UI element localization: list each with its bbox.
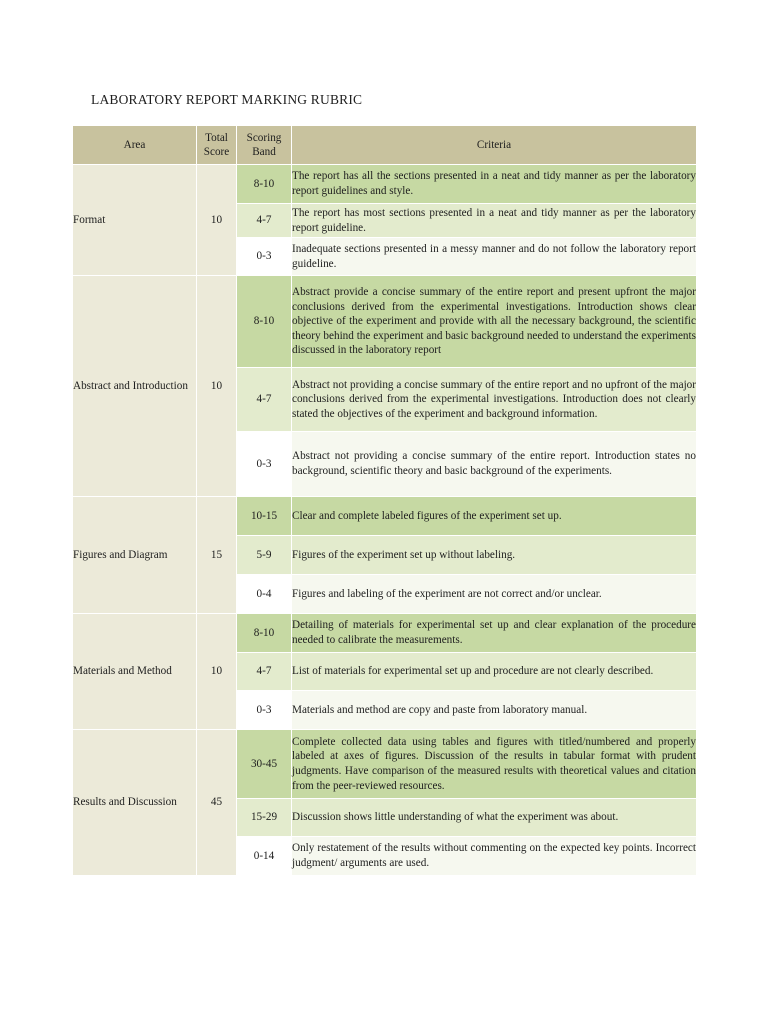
criteria-text: Clear and complete labeled figures of the experiment set up. — [292, 497, 697, 536]
scoring-band: 4-7 — [237, 653, 292, 691]
total-score: 10 — [197, 276, 237, 497]
criteria-text: Abstract not providing a concise summary of the entire report and no upfront of the major conclusions derived from the experimental investigations. Introduction does not clearly stated the objectives of the experiment and background information. — [292, 368, 697, 432]
area-figures-diagram: Figures and Diagram — [73, 497, 197, 614]
criteria-text: Detailing of materials for experimental set up and clear explanation of the procedure needed to calibrate the measurements. — [292, 614, 697, 653]
scoring-band: 4-7 — [237, 368, 292, 432]
criteria-text: Abstract provide a concise summary of the entire report and present upfront the major conclusions derived from the experimental investigations. Introduction shows clear objective of the experiment and provide with all the necessary background, the scientific theory behind the experiment and basic background needed to understand the experiments discussed in the laboratory report — [292, 276, 697, 368]
area-results-discussion: Results and Discussion — [73, 730, 197, 876]
table-row — [73, 276, 697, 368]
criteria-text: Inadequate sections presented in a messy manner and do not follow the laboratory report guideline. — [292, 238, 697, 276]
criteria-text: Figures and labeling of the experiment are not correct and/or unclear. — [292, 575, 697, 614]
scoring-band: 8-10 — [237, 614, 292, 653]
scoring-band: 0-4 — [237, 575, 292, 614]
rubric-table — [72, 125, 697, 876]
scoring-band: 8-10 — [237, 165, 292, 204]
scoring-band: 0-3 — [237, 432, 292, 497]
document-title: LABORATORY REPORT MARKING RUBRIC — [91, 92, 363, 107]
area-abstract-introduction: Abstract and Introduction — [73, 276, 197, 497]
table-row — [73, 614, 697, 653]
total-score: 10 — [197, 165, 237, 276]
scoring-band: 0-14 — [237, 837, 292, 876]
area-materials-method: Materials and Method — [73, 614, 197, 730]
scoring-band: 10-15 — [237, 497, 292, 536]
criteria-text: List of materials for experimental set up and procedure are not clearly described. — [292, 653, 697, 691]
table-row — [73, 165, 697, 204]
criteria-text: Only restatement of the results without commenting on the expected key points. Incorrect judgment/ arguments are used. — [292, 837, 697, 876]
table-row — [73, 497, 697, 536]
criteria-text: Discussion shows little understanding of what the experiment was about. — [292, 799, 697, 837]
total-score: 10 — [197, 614, 237, 730]
criteria-text: Abstract not providing a concise summary of the entire report. Introduction states no background, scientific theory and basic background of the experiments. — [292, 432, 697, 497]
header-total-score: Total Score — [197, 126, 237, 165]
criteria-text: The report has most sections presented in a neat and tidy manner as per the laboratory report guideline. — [292, 204, 697, 238]
scoring-band: 5-9 — [237, 536, 292, 575]
scoring-band: 15-29 — [237, 799, 292, 837]
criteria-text: Complete collected data using tables and figures with titled/numbered and properly labeled at axes of figures. Discussion of the results in tabular format with prudent judgments. Have comparison of the measured results with theoretical values and citation from the peer-reviewed resources. — [292, 730, 697, 799]
header-scoring-band: Scoring Band — [237, 126, 292, 165]
total-score: 15 — [197, 497, 237, 614]
criteria-text: Materials and method are copy and paste from laboratory manual. — [292, 691, 697, 730]
criteria-text: The report has all the sections presented in a neat and tidy manner as per the laboratory report guidelines and style. — [292, 165, 697, 204]
scoring-band: 30-45 — [237, 730, 292, 799]
criteria-text: Figures of the experiment set up without labeling. — [292, 536, 697, 575]
scoring-band: 4-7 — [237, 204, 292, 238]
scoring-band: 0-3 — [237, 691, 292, 730]
header-row — [73, 126, 697, 165]
scoring-band: 0-3 — [237, 238, 292, 276]
header-area: Area — [73, 126, 197, 165]
table-row — [73, 730, 697, 799]
header-criteria: Criteria — [292, 126, 697, 165]
area-format: Format — [73, 165, 197, 276]
total-score: 45 — [197, 730, 237, 876]
scoring-band: 8-10 — [237, 276, 292, 368]
